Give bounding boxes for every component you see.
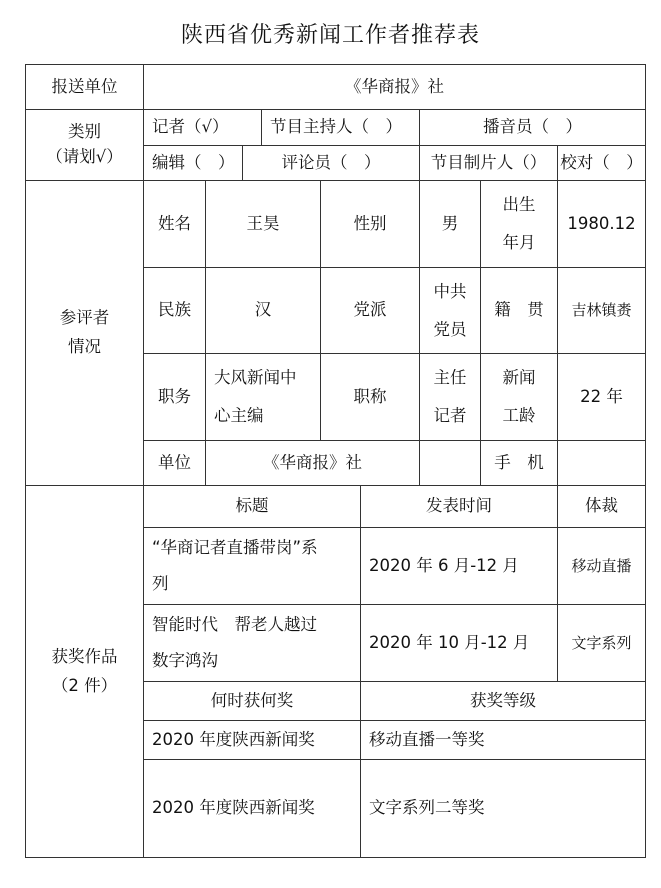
employer-label: 单位 bbox=[158, 452, 191, 472]
ethnicity-value: 汉 bbox=[254, 300, 272, 320]
origin-label: 籍 贯 bbox=[494, 300, 544, 320]
seniority-value: 22 年 bbox=[580, 386, 623, 406]
party-value: 中共 党员 bbox=[433, 281, 467, 339]
work-title-2: 智能时代 帮老人越过 数字鸿沟 bbox=[152, 614, 317, 670]
unit-label: 报送单位 bbox=[51, 76, 118, 96]
title-label: 职称 bbox=[353, 386, 387, 406]
awards-col-level: 获奖等级 bbox=[470, 690, 536, 710]
category-reporter: 记者（√） bbox=[152, 117, 229, 137]
phone-value bbox=[558, 441, 645, 485]
origin-value: 吉林镇赉 bbox=[571, 301, 632, 320]
work-genre-1: 移动直播 bbox=[571, 556, 632, 575]
works-col-title: 标题 bbox=[235, 496, 269, 516]
employer-value: 《华商报》社 bbox=[263, 452, 362, 472]
position-value: 大风新闻中 心主编 bbox=[214, 368, 297, 425]
birth-label: 出生 年月 bbox=[502, 195, 536, 252]
phone-label: 手 机 bbox=[494, 452, 544, 472]
works-section-label: 获奖作品 （2 件） bbox=[51, 646, 118, 695]
position-label: 职务 bbox=[158, 386, 191, 406]
works-col-genre: 体裁 bbox=[585, 496, 618, 516]
award-when-1: 2020 年度陕西新闻奖 bbox=[152, 729, 315, 749]
category-host: 节目主持人（ ） bbox=[270, 117, 402, 137]
works-col-date: 发表时间 bbox=[426, 496, 492, 516]
work-genre-2: 文字系列 bbox=[571, 633, 632, 652]
category-commentator: 评论员（ ） bbox=[281, 152, 381, 172]
party-label: 党派 bbox=[353, 300, 387, 320]
birth-value: 1980.12 bbox=[567, 213, 636, 233]
name-label: 姓名 bbox=[158, 213, 191, 233]
category-editor: 编辑（ ） bbox=[152, 152, 235, 172]
award-when-2: 2020 年度陕西新闻奖 bbox=[152, 798, 315, 818]
unit-value: 《华商报》社 bbox=[345, 76, 444, 96]
category-producer: 节目制片人（） bbox=[430, 152, 547, 172]
ethnicity-label: 民族 bbox=[158, 300, 191, 320]
seniority-label: 新闻 工龄 bbox=[502, 368, 536, 425]
awards-col-when: 何时获何奖 bbox=[210, 690, 294, 710]
award-level-1: 移动直播一等奖 bbox=[369, 729, 485, 749]
category-label: 类别 （请划√） bbox=[46, 122, 123, 166]
award-level-2: 文字系列二等奖 bbox=[369, 798, 485, 818]
gender-label: 性别 bbox=[353, 213, 387, 233]
page-title: 陕西省优秀新闻工作者推荐表 bbox=[180, 23, 480, 48]
category-announcer: 播音员（ ） bbox=[483, 117, 582, 137]
work-date-2: 2020 年 10 月-12 月 bbox=[369, 632, 530, 652]
name-value: 王昊 bbox=[246, 213, 280, 233]
category-proofreader: 校对（ ） bbox=[560, 152, 643, 172]
work-title-1: “华商记者直播带岗”系 列 bbox=[152, 537, 318, 593]
gender-value: 男 bbox=[441, 213, 459, 233]
title-value: 主任 记者 bbox=[433, 368, 467, 425]
candidate-section-label: 参评者 情况 bbox=[59, 308, 110, 356]
work-date-1: 2020 年 6 月-12 月 bbox=[369, 555, 519, 575]
